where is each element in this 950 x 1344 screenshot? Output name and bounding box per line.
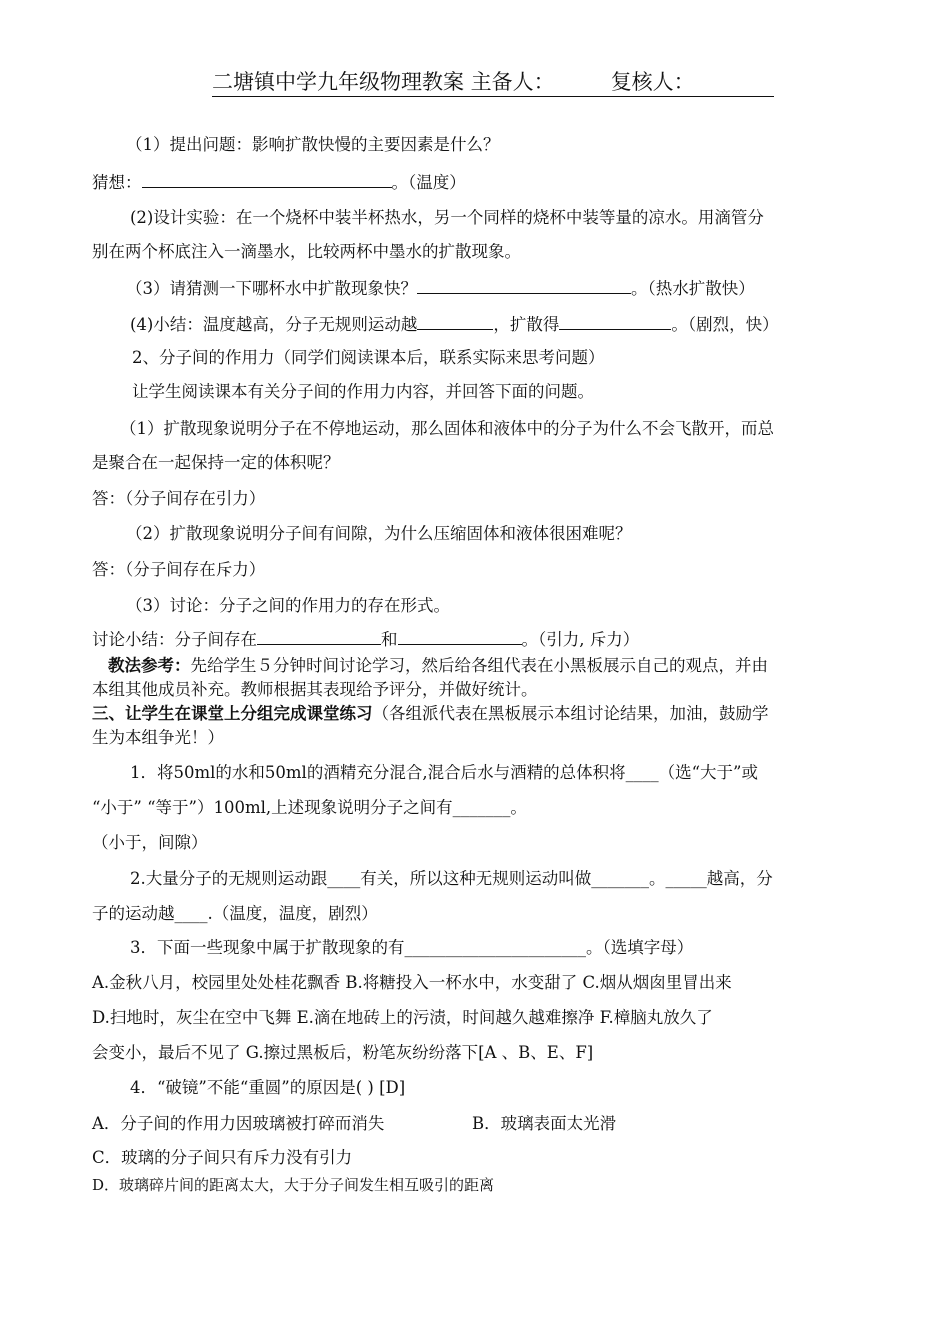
question-1: （1）提出问题：影响扩散快慢的主要因素是什么？ [126,135,500,154]
section-3-line-2: 生为本组争光！） [92,728,224,747]
teaching-method-label: 教法参考： [108,656,191,675]
exercise-1-answer: （小于，间隙） [92,833,208,852]
summary-part-c: 。（剧烈，快） [671,315,779,334]
discussion-summary [92,628,639,651]
section-3-text-1: （各组派代表在黑板展示本组讨论结果，加油，鼓励学 [372,704,769,723]
discussion-part-a: 讨论小结：分子间存在 [92,630,257,649]
discussion-blank-1 [257,628,381,645]
exercise-2-line-2: 子的运动越____.（温度，温度，剧烈） [92,904,378,923]
teaching-method-line-2: 本组其他成员补充。教师根据其表现给予评分，并做好统计。 [92,680,538,699]
guess-blank [142,171,392,188]
exercise-4: 4．“破镜”不能“重圆”的原因是( ) [D] [130,1078,406,1097]
exercise-3-options-1: A.金秋八月，校园里处处桂花飘香 B.将糖投入一杯水中，水变甜了 C.烟从烟囱里冒出来 [92,973,732,992]
summary-blank-1 [417,313,493,330]
exercise-4-option-c: C．玻璃的分子间只有斥力没有引力 [92,1148,353,1167]
exercise-1-line-1: 1．将50ml的水和50ml的酒精充分混合,混合后水与酒精的总体积将____（选“大于”或 [130,763,758,782]
section-2-title: 2、分子间的作用力（同学们阅读课本后，联系实际来思考问题） [132,348,605,367]
exercise-1-line-2: “小于” “等于”）100ml,上述现象说明分子之间有_______。 [92,798,527,817]
exercise-2-line-1: 2.大量分子的无规则运动跟____有关，所以这种无规则运动叫做_______。_____越高，分 [130,869,773,888]
summary-part-a: (4)小结：温度越高，分子无规则运动越 [130,315,418,334]
summary-line [130,313,779,336]
exercise-4-option-a: A．分子间的作用力因玻璃被打碎而消失 [92,1114,385,1133]
section-3-title: 三、让学生在课堂上分组完成课堂练习 [92,704,373,723]
question-3-blank [417,277,631,294]
teaching-method-text-1: 先给学生５分钟时间讨论学习，然后给各组代表在小黑板展示自己的观点，并由 [190,656,768,675]
question-3: （3）请猜测一下哪杯水中扩散现象快？ [126,279,417,298]
question-3-answer: 。（热水扩散快） [631,279,755,298]
exercise-4-option-b: B．玻璃表面太光滑 [472,1114,617,1133]
design-line-2: 别在两个杯底注入一滴墨水，比较两杯中墨水的扩散现象。 [92,242,521,261]
answer-2: 答：（分子间存在斥力） [92,560,266,579]
header-reviewer: 复核人： [610,70,695,94]
guess-line [92,171,466,194]
guess-answer: 。（温度） [391,173,466,192]
header-title: 二塘镇中学九年级物理教案 主备人： [212,70,555,94]
exercise-3-options-3: 会变小，最后不见了 G.擦过黑板后，粉笔灰纷纷落下[A 、B、E、F] [92,1043,594,1062]
exercise-3: 3．下面一些现象中属于扩散现象的有______________________。（选填字母） [130,938,694,957]
section-2-intro: 让学生阅读课本有关分子间的作用力内容，并回答下面的问题。 [132,382,594,401]
design-line-1: (2)设计实验：在一个烧杯中装半杯热水，另一个同样的烧杯中装等量的凉水。用滴管分 [130,208,764,227]
teaching-method-line-1 [108,655,768,677]
exercise-3-options-2: D.扫地时，灰尘在空中飞舞 E.滴在地砖上的污渍，时间越久越难擦净 F.樟脑丸放久了 [92,1008,713,1027]
discussion-part-b: 和 [381,630,398,649]
discussion-part-c: 。（引力, 斥力） [521,630,640,649]
answer-1: 答：（分子间存在引力） [92,489,266,508]
discussion-blank-2 [398,628,522,645]
question-3-line [126,277,755,300]
page-header [212,70,774,97]
exercise-4-option-d: D．玻璃碎片间的距离太大，大于分子间发生相互吸引的距离 [92,1176,495,1194]
problem-3: （3）讨论：分子之间的作用力的存在形式。 [126,596,450,615]
problem-1-line-2: 是聚合在一起保持一定的体积呢？ [92,453,340,472]
summary-part-b: ，扩散得 [493,315,560,334]
section-3-line-1 [92,703,769,725]
problem-1-line-1: （1）扩散现象说明分子在不停地运动，那么固体和液体中的分子为什么不会飞散开，而总 [120,419,774,438]
summary-blank-2 [559,313,671,330]
guess-label: 猜想： [92,173,142,192]
problem-2: （2）扩散现象说明分子间有间隙，为什么压缩固体和液体很困难呢？ [126,524,632,543]
